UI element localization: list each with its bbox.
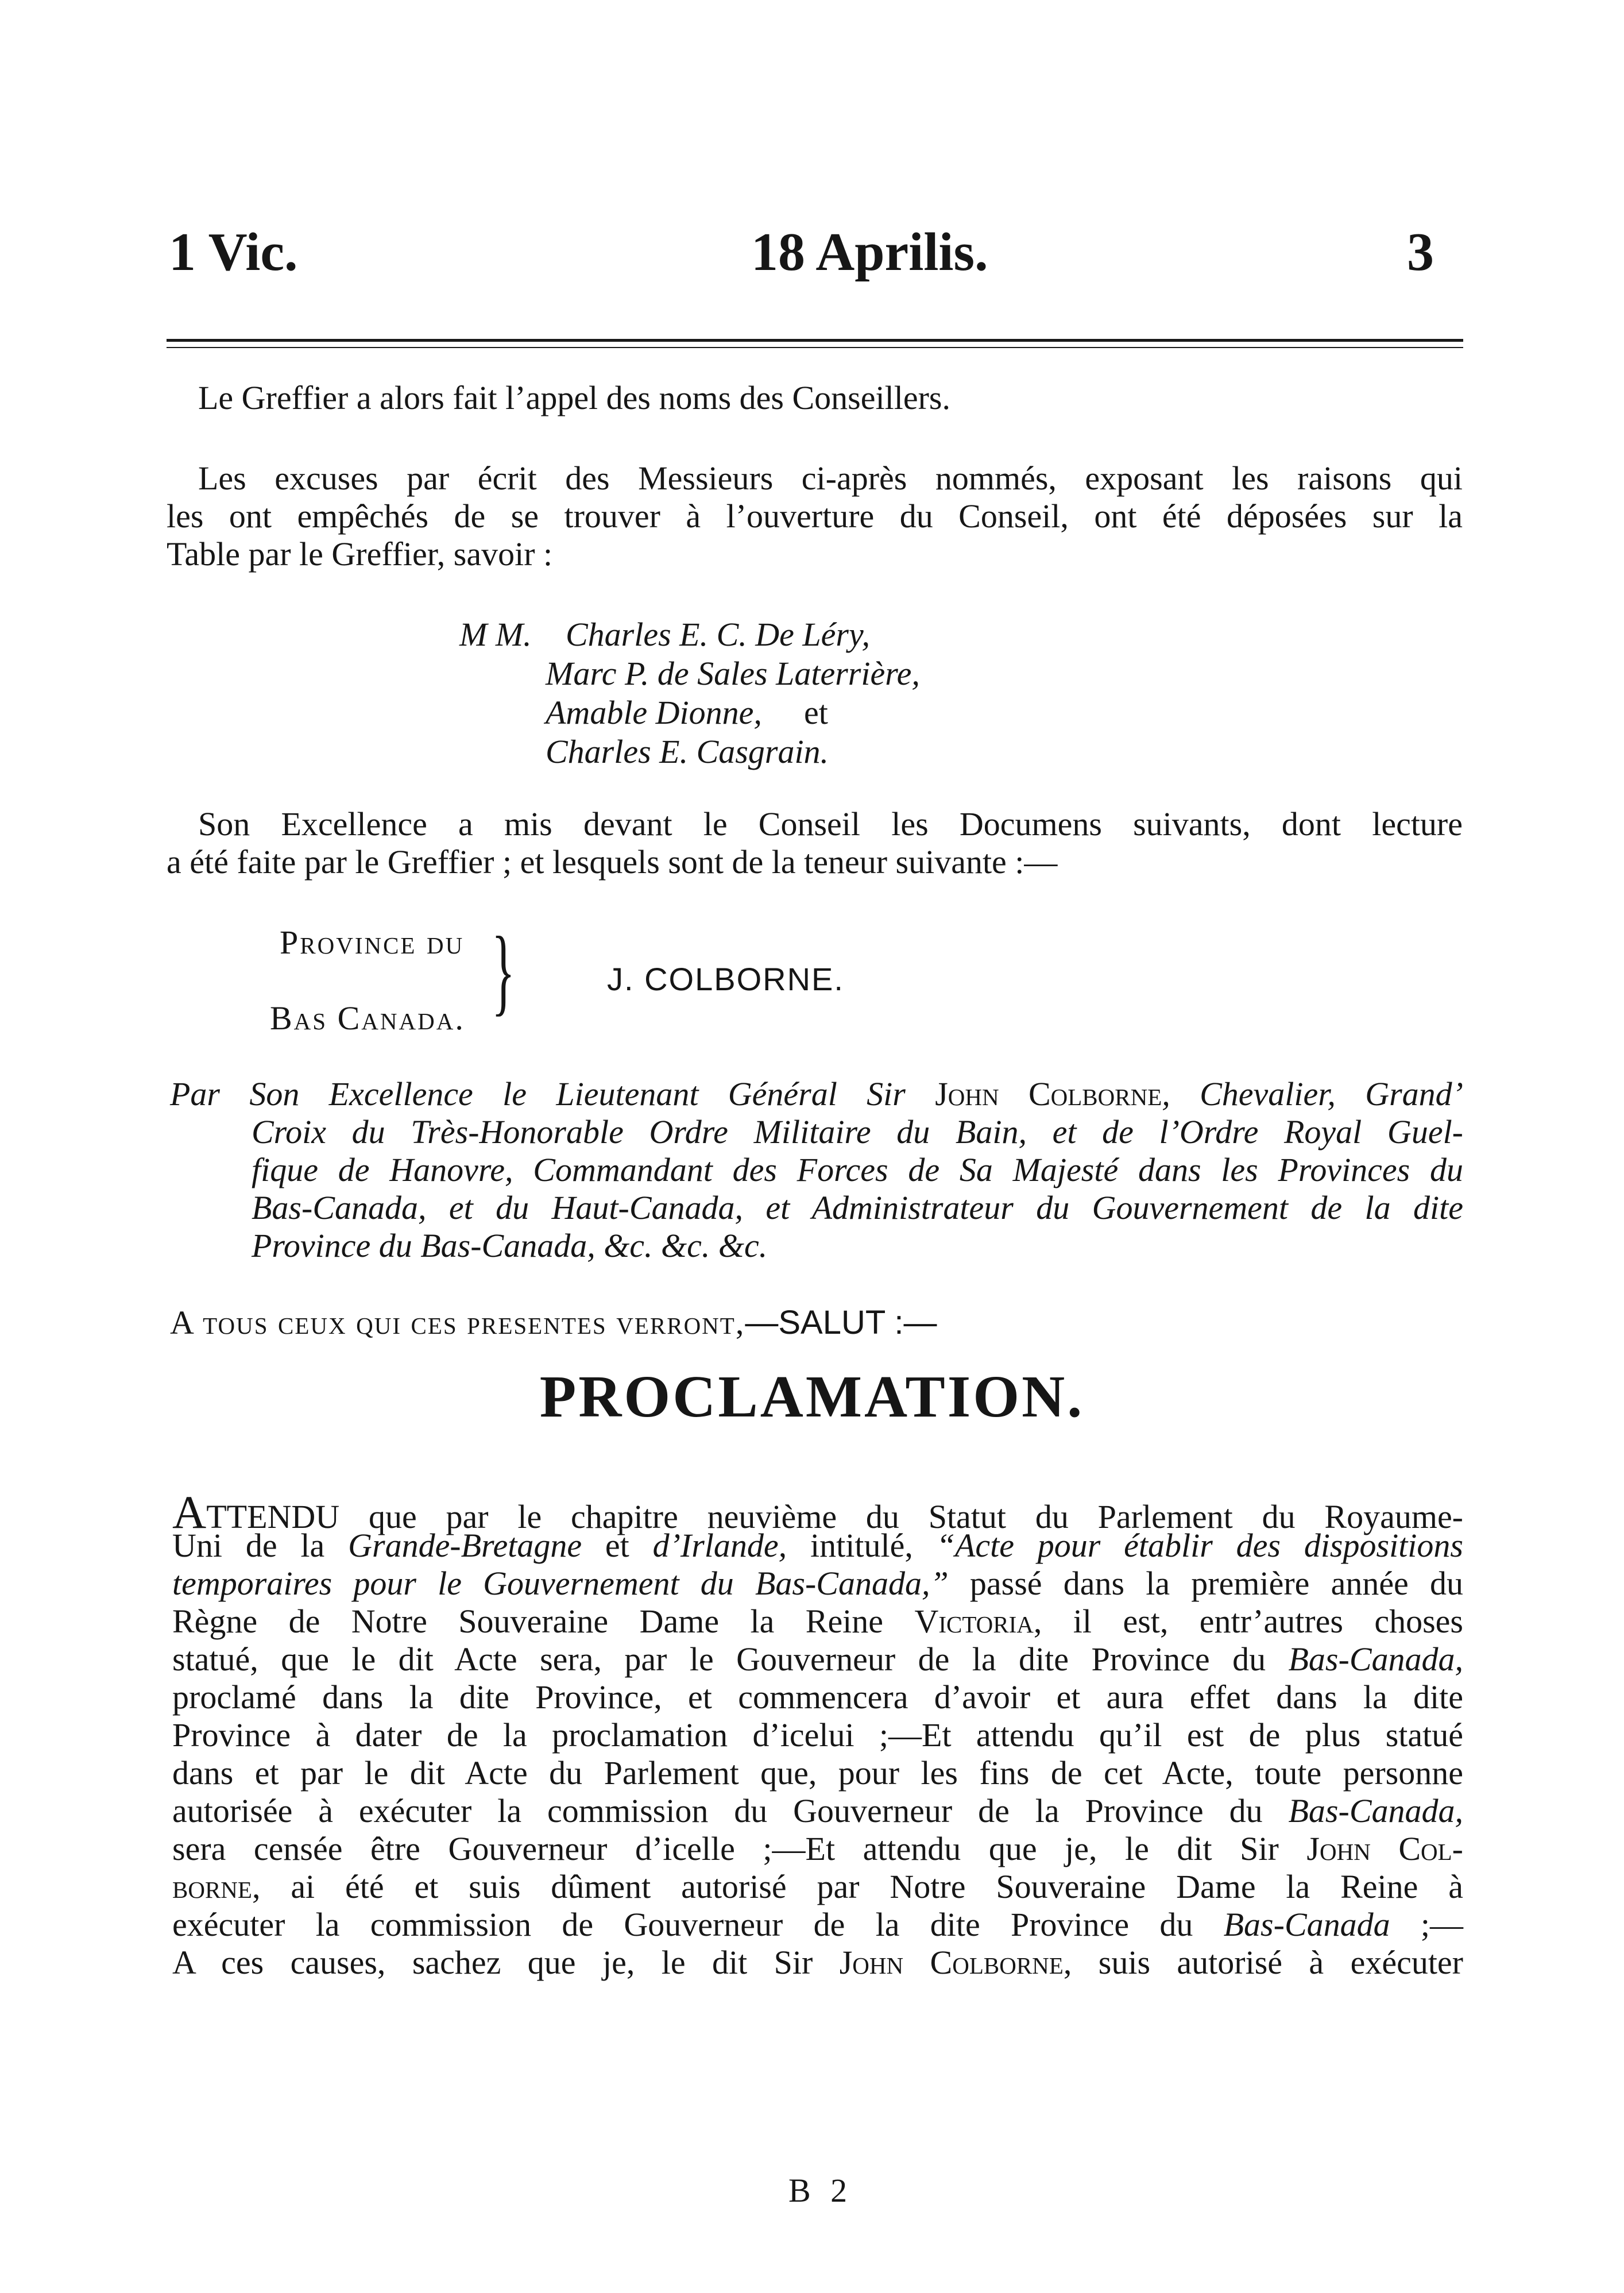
proclamation-text-segment: , suis autorisé à exécuter — [1063, 1944, 1463, 1981]
proclamation-text-segment: John Col- — [1306, 1830, 1463, 1867]
proclamation-line — [172, 1944, 1463, 1982]
proclamation-text-segment: dans et par le dit Acte du Parlement que, pour les fins de cet Acte, toute personne — [172, 1754, 1463, 1792]
proclamation-line — [172, 1906, 1463, 1944]
name-item: Marc P. de Sales Laterrière, — [546, 655, 920, 692]
name-item: Charles E. C. De Léry, — [566, 616, 871, 653]
running-header-date: 18 Aprilis. — [751, 222, 988, 282]
proclamation-text-segment: A ces causes, sachez que je, le dit Sir — [172, 1944, 840, 1981]
proclamation-text-segment: , il est, entr’autres choses — [1033, 1603, 1463, 1640]
salutation-line: A tous ceux qui ces presentes verront,—SALUT :— — [170, 1304, 937, 1341]
proclamation-title: PROCLAMATION. — [539, 1364, 1085, 1430]
paragraph-documents-line-1: Son Excellence a mis devant le Conseil les Documens suivants, dont lecture — [198, 805, 1463, 843]
signature-mark: B 2 — [788, 2172, 853, 2209]
paragraph-documents-line-2: a été faite par le Greffier ; et lesquels sont de la teneur suivante :— — [167, 843, 1058, 881]
proclamation-text-segment: Grande-Bretagne — [348, 1527, 582, 1564]
curly-brace-icon: } — [492, 917, 515, 1025]
name-item: Charles E. Casgrain. — [546, 733, 829, 770]
proclamation-text-segment: Règne de Notre Souveraine Dame la Reine — [172, 1603, 915, 1640]
excellency-line-5: Province du Bas-Canada, &c. &c. &c. — [252, 1227, 768, 1264]
proclamation-text-segment: Province à dater de la proclamation d’icelui ;—Et attendu qu’il est de plus statué — [172, 1716, 1463, 1754]
excellency-line-3: fique de Hanovre, Commandant des Forces de Sa Majesté dans les Provinces du — [252, 1151, 1463, 1188]
proclamation-line — [172, 1716, 1463, 1754]
proclamation-text-segment: sera censée être Gouverneur d’icelle ;—Et attendu que je, le dit Sir — [172, 1830, 1307, 1867]
header-rule-thick — [167, 339, 1463, 342]
paragraph-excuses-line-3: Table par le Greffier, savoir : — [167, 535, 553, 573]
proclamation-text-segment: Victoria — [914, 1603, 1034, 1640]
proclamation-line — [172, 1640, 1463, 1678]
proclamation-line — [172, 1678, 1463, 1716]
paragraph-excuses-line-2: les ont empêchés de se trouver à l’ouverture du Conseil, ont été déposées sur la — [167, 497, 1463, 535]
proclamation-line — [172, 1754, 1463, 1792]
proclamation-text-segment: ;— — [1390, 1906, 1463, 1943]
paragraph-excuses-line-1: Les excuses par écrit des Messieurs ci-après nommés, exposant les raisons qui — [198, 460, 1463, 497]
governor-signature: J. COLBORNE. — [607, 961, 844, 997]
proclamation-text-segment: TTENDU que par le chapitre neuvième du Statut du Parlement du Royaume- — [206, 1498, 1463, 1535]
proclamation-text-segment: borne — [172, 1868, 252, 1905]
proclamation-text-segment: Bas-Canada, — [1288, 1792, 1463, 1829]
proclamation-text-segment: autorisée à exécuter la commission du Gouverneur de la Province du — [172, 1792, 1289, 1829]
names-conjunction: et — [804, 694, 828, 731]
paragraph-roll-call: Le Greffier a alors fait l’appel des noms des Conseillers. — [198, 379, 950, 416]
excellency-line-2: Croix du Très-Honorable Ordre Militaire du Bain, et de l’Ordre Royal Guel- — [252, 1113, 1463, 1151]
proclamation-text-segment: exécuter la commission de Gouverneur de la dite Province du — [172, 1906, 1224, 1943]
page-number: 3 — [1407, 222, 1434, 282]
proclamation-text-segment: Bas-Canada — [1223, 1906, 1390, 1943]
header-rule-thin — [167, 347, 1463, 348]
seal-canada-line: Bas Canada. — [270, 999, 465, 1037]
proclamation-text-segment: statué, que le dit Acte sera, par le Gouverneur de la dite Province du — [172, 1640, 1289, 1678]
excellency-line-1: Par Son Excellence le Lieutenant Général Sir John Colborne, Chevalier, Grand’ — [170, 1075, 1463, 1113]
proclamation-text-segment: John Colborne — [839, 1944, 1064, 1981]
proclamation-line — [172, 1792, 1463, 1830]
proclamation-line — [172, 1603, 1463, 1640]
proclamation-text-segment: “Acte pour établir des dispositions — [936, 1527, 1463, 1564]
proclamation-text-segment: Uni de la — [172, 1527, 349, 1564]
proclamation-text-segment: , ai été et suis dûment autorisé par Notre Souveraine Dame la Reine à — [252, 1868, 1463, 1905]
proclamation-text-segment: et — [582, 1527, 653, 1564]
names-prefix: M M. — [459, 616, 532, 653]
proclamation-text-segment: proclamé dans la dite Province, et commencera d’avoir et aura effet dans la dite — [172, 1678, 1463, 1716]
seal-province-line: Province du — [280, 924, 465, 961]
proclamation-text-segment: A — [172, 1486, 207, 1538]
proclamation-line — [172, 1565, 1463, 1603]
proclamation-text-segment: Bas-Canada, — [1288, 1640, 1463, 1678]
proclamation-line — [172, 1830, 1463, 1868]
name-item: Amable Dionne, — [546, 694, 762, 731]
excellency-line-4: Bas-Canada, et du Haut-Canada, et Administrateur du Gouvernement de la dite — [252, 1189, 1463, 1226]
proclamation-text-segment: temporaires pour le Gouvernement du Bas-Canada,” — [172, 1565, 949, 1602]
proclamation-text-segment: intitulé, — [787, 1527, 937, 1564]
proclamation-line — [172, 1868, 1463, 1906]
proclamation-line — [172, 1527, 1463, 1565]
proclamation-text-segment: passé dans la première année du — [948, 1565, 1463, 1602]
running-header-regnal-year: 1 Vic. — [169, 222, 298, 282]
proclamation-text-segment: d’Irlande, — [652, 1527, 787, 1564]
